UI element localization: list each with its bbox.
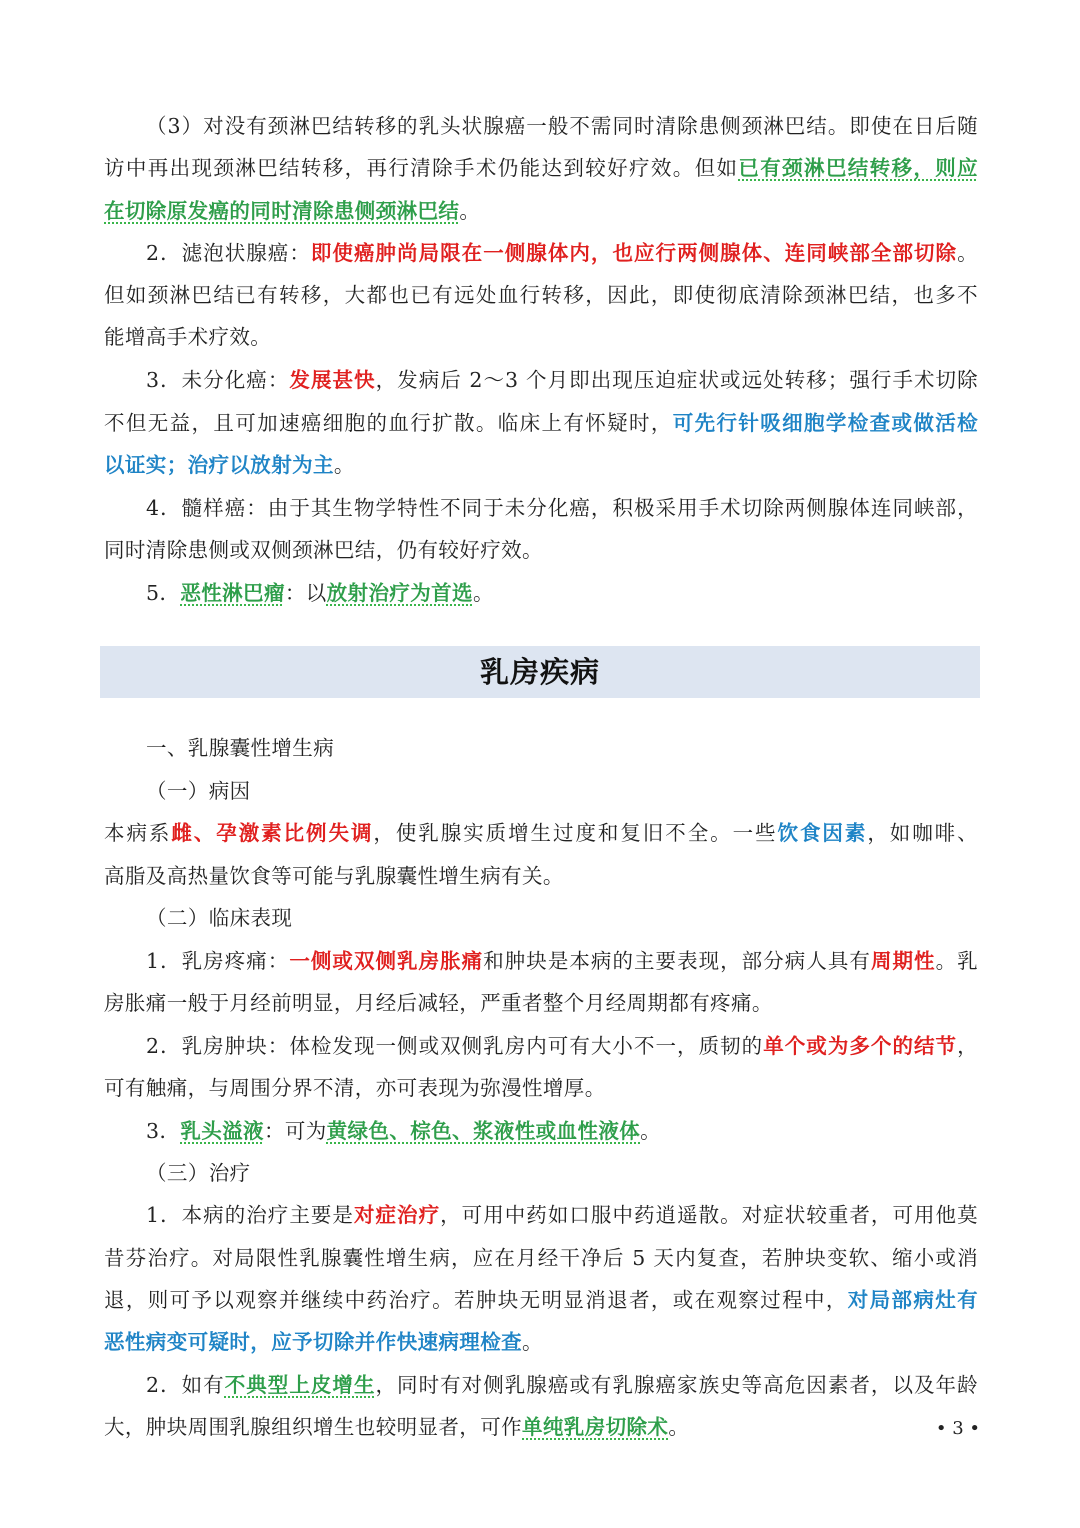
highlight-green: 不典型上皮增生	[224, 1373, 376, 1397]
text-segment: 退，则可予以观察并继续中药治疗。若肿块无明显消退者，或在观察过程中，	[104, 1288, 848, 1312]
text-line	[104, 1285, 978, 1315]
text-line	[146, 111, 978, 141]
text-segment: 访中再出现颈淋巴结转移，再行清除手术仍能达到较好疗效。但如	[104, 156, 739, 180]
highlight-red: 对症治疗	[353, 1203, 441, 1227]
text-segment: 2．滤泡状腺癌：	[146, 241, 311, 265]
text-line	[104, 1327, 978, 1357]
text-segment: 不但无益，且可加速癌细胞的血行扩散。临床上有怀疑时，	[104, 411, 673, 435]
highlight-red: 即使癌肿尚局限在一侧腺体内，也应行两侧腺体、连同峡部全部切除	[310, 241, 958, 265]
page-number: • 3 •	[935, 1418, 980, 1439]
text-segment: 2．如有	[146, 1373, 225, 1397]
text-line	[146, 776, 978, 806]
text-line	[104, 1073, 978, 1103]
highlight-red: 一侧或双侧乳房胀痛	[289, 949, 484, 973]
text-segment: 。	[472, 581, 494, 605]
highlight-green: 黄绿色、棕色、浆液性或血性液体	[326, 1119, 641, 1143]
text-segment: （二）临床表现	[146, 906, 293, 930]
text-line	[146, 238, 978, 268]
text-segment: 昔芬治疗。对局限性乳腺囊性增生病，应在月经干净后 5 天内复查，若肿块变软、缩小或消	[104, 1246, 978, 1270]
text-line	[146, 578, 978, 608]
text-segment: 能增高手术疗效。	[104, 325, 272, 349]
section-header-band	[100, 646, 980, 698]
text-segment: 和肿块是本病的主要表现，部分病人具有	[483, 949, 871, 973]
text-segment: ，使乳腺实质增生过度和复旧不全。一些	[373, 821, 778, 845]
highlight-green: 在切除原发癌的同时清除患侧颈淋巴结	[104, 199, 460, 223]
text-segment: 1．乳房疼痛：	[146, 949, 290, 973]
text-segment: 同时清除患侧或双侧颈淋巴结，仍有较好疗效。	[104, 538, 543, 562]
text-line	[146, 946, 978, 976]
highlight-blue: 恶性病变可疑时，应予切除并作快速病理检查	[104, 1330, 522, 1354]
text-segment: ，发病后 2～3 个月即出现压迫症状或远处转移；强行手术切除	[375, 368, 978, 392]
text-line	[104, 450, 978, 480]
text-segment: 4．髓样癌：由于其生物学特性不同于未分化癌，积极采用手术切除两侧腺体连同峡部，	[146, 496, 978, 520]
text-segment: ：可为	[263, 1119, 327, 1143]
text-segment: 2．乳房肿块：体检发现一侧或双侧乳房内可有大小不一，质韧的	[146, 1034, 764, 1058]
text-segment: 。	[333, 453, 355, 477]
text-line	[146, 1158, 978, 1188]
text-segment: 。	[522, 1330, 543, 1354]
highlight-blue: 以证实；治疗以放射为主	[104, 453, 334, 477]
text-segment: 。	[640, 1119, 662, 1143]
highlight-blue: 可先行针吸细胞学检查或做活检	[672, 411, 978, 435]
text-segment: 3．未分化癌：	[146, 368, 290, 392]
text-line	[104, 408, 978, 438]
highlight-green: 乳头溢液	[180, 1119, 264, 1143]
highlight-green: 放射治疗为首选	[326, 581, 473, 605]
text-segment: （一）病因	[146, 779, 251, 803]
text-line	[104, 818, 978, 848]
text-segment: （3）对没有颈淋巴结转移的乳头状腺癌一般不需同时清除患侧颈淋巴结。即使在日后随	[146, 114, 978, 138]
text-line	[104, 988, 978, 1018]
text-line	[146, 733, 978, 763]
text-line	[146, 1116, 978, 1146]
highlight-green: 单纯乳房切除术	[522, 1415, 669, 1439]
text-segment: ，可用中药如口服中药逍遥散。对症状较重者，可用他莫	[440, 1203, 978, 1227]
text-segment: （三）治疗	[146, 1161, 251, 1185]
text-segment: 可有触痛，与周围分界不清，亦可表现为弥漫性增厚。	[104, 1076, 606, 1100]
text-line	[104, 1412, 978, 1442]
text-segment: ，	[957, 1034, 978, 1058]
text-segment: 5．	[146, 581, 181, 605]
highlight-blue: 对局部病灶有	[847, 1288, 978, 1312]
highlight-red: 周期性	[870, 949, 936, 973]
text-line	[104, 196, 978, 226]
text-segment: 高脂及高热量饮食等可能与乳腺囊性增生病有关。	[104, 864, 564, 888]
text-line	[104, 280, 978, 310]
highlight-green: 已有颈淋巴结转移，则应	[738, 156, 978, 180]
text-line	[146, 365, 978, 395]
highlight-red: 发展甚快	[289, 368, 376, 392]
highlight-red: 雌、孕激素比例失调	[171, 821, 374, 845]
text-line	[104, 153, 978, 183]
text-segment: 房胀痛一般于月经前明显，月经后减轻，严重者整个月经周期都有疼痛。	[104, 991, 773, 1015]
text-segment: 。乳	[935, 949, 979, 973]
highlight-red: 单个或为多个的结节	[763, 1034, 958, 1058]
text-segment: 。	[957, 241, 978, 265]
section-title: 乳房疾病	[479, 655, 600, 689]
highlight-blue: 饮食因素	[777, 821, 868, 845]
text-segment: ，如咖啡、	[867, 821, 979, 845]
text-line	[104, 535, 978, 565]
text-segment: 1．本病的治疗主要是	[146, 1203, 354, 1227]
text-segment: 。	[459, 199, 481, 223]
text-segment: 大，肿块周围乳腺组织增生也较明显者，可作	[104, 1415, 522, 1439]
text-line	[104, 1243, 978, 1273]
text-segment: 本病系	[104, 821, 172, 845]
text-segment: 3．	[146, 1119, 181, 1143]
text-line	[104, 322, 978, 352]
text-line	[146, 903, 978, 933]
text-line	[146, 1031, 978, 1061]
text-line	[146, 1200, 978, 1230]
text-segment: 。	[668, 1415, 690, 1439]
text-line	[146, 493, 978, 523]
text-segment: ：以	[284, 581, 327, 605]
text-line	[104, 861, 978, 891]
text-segment: 但如颈淋巴结已有转移，大都也已有远处血行转移，因此，即使彻底清除颈淋巴结，也多不	[104, 283, 978, 307]
text-segment: 一、乳腺囊性增生病	[146, 736, 335, 760]
highlight-green: 恶性淋巴瘤	[180, 581, 285, 605]
text-line	[146, 1370, 978, 1400]
text-segment: ，同时有对侧乳腺癌或有乳腺癌家族史等高危因素者，以及年龄	[375, 1373, 978, 1397]
